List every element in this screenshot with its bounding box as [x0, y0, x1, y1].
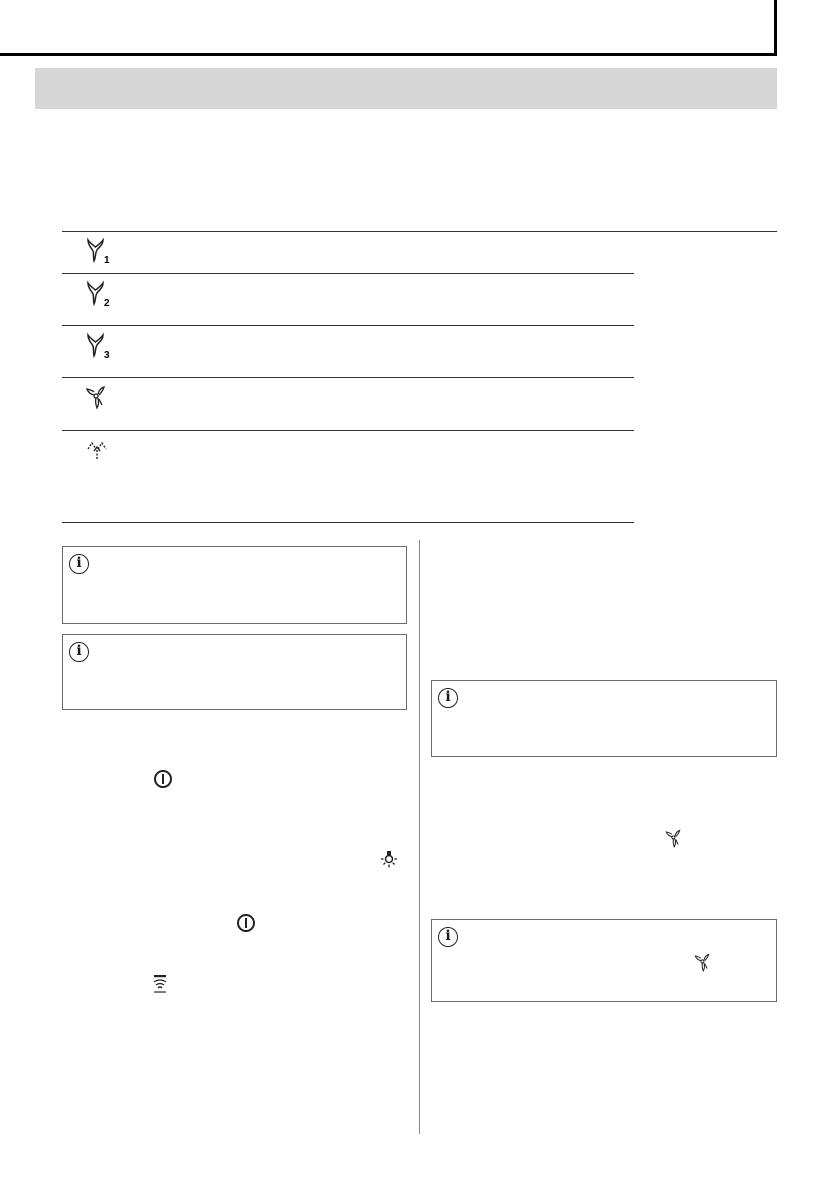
fan-speed-2-label: 2 — [104, 298, 110, 309]
light-icon — [378, 848, 400, 870]
section-header-bar — [35, 68, 777, 109]
fan-speed-2-icon — [84, 280, 112, 308]
info-icon: i — [438, 927, 458, 947]
fan-speed-3-icon — [84, 332, 112, 360]
table-bottom-rule — [62, 522, 634, 523]
info-icon: i — [438, 688, 458, 708]
page-edge-tab — [0, 0, 777, 56]
section-title — [35, 68, 777, 88]
info-note-box — [62, 634, 407, 710]
power-icon — [237, 914, 255, 932]
table-row-divider — [62, 273, 634, 274]
fan-intensive-icon — [84, 384, 112, 412]
fan-intensive-icon — [693, 952, 715, 974]
info-icon: i — [69, 642, 89, 662]
table-row-divider — [62, 430, 634, 431]
info-note-box — [431, 919, 777, 1002]
fan-speed-1-label: 1 — [104, 255, 110, 266]
table-top-rule — [62, 231, 777, 232]
fan-speed-1-icon — [84, 237, 112, 265]
info-note-box — [431, 680, 777, 757]
power-icon — [154, 770, 172, 788]
table-row-divider — [62, 325, 634, 326]
column-divider — [419, 540, 420, 1134]
info-note-box — [62, 546, 407, 624]
hob2hood-icon — [149, 973, 171, 995]
fan-intensive-icon — [664, 828, 686, 850]
info-icon: i — [69, 554, 89, 574]
fan-speed-3-label: 3 — [104, 350, 110, 361]
breeze-icon — [84, 437, 112, 465]
table-row-divider — [62, 377, 634, 378]
